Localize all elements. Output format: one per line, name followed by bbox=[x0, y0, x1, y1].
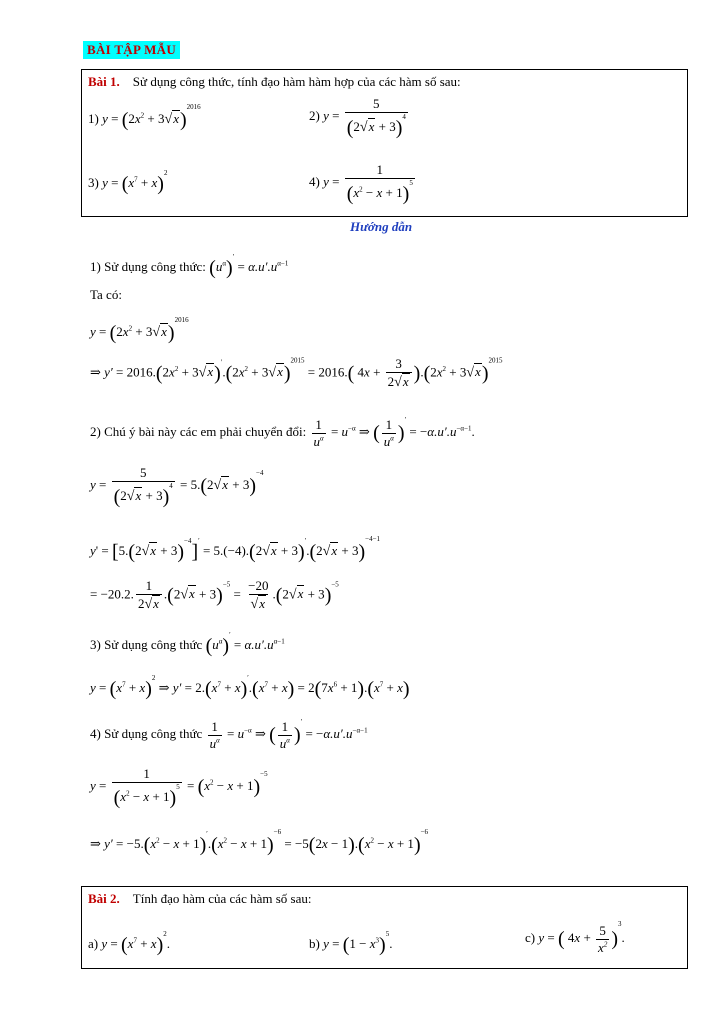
step-4-eq-2: ⇒ $y' = -5.(x^2 - x + 1)'.(x^2 - x + 1)^{-6} = -5(2x - 1).(x^2 - x + 1)^{-6}$ bbox=[90, 828, 429, 857]
exercise-2-prompt: Tính đạo hàm của các hàm số sau: bbox=[132, 891, 312, 906]
exercise-title: BÀI TẬP MẪU bbox=[83, 41, 180, 59]
exercise-1-header bbox=[88, 74, 461, 90]
step-4-eq-1: y = $\frac{1}{(x^2 - x + 1)^5}$ = $(x^2 - x + 1)^{-5}$ bbox=[90, 766, 268, 810]
exercise-1-item-4: 4) y = $\frac{1}{(x^2 - x + 1)^5}$ bbox=[309, 162, 413, 206]
exercise-1-item-2: 2) y = $\frac{5}{(2√x + 3)^4}$ bbox=[309, 96, 406, 140]
step-2-line: 2) Chú ý bài này các em phải chuyển đổi: $\frac{1}{u^\alpha}$ = $u^{-\alpha}$ ⇒ ( $\frac{1}{u^\alpha}$ )$' = -\alpha.u'.u^{-\alpha-1}$. bbox=[90, 416, 475, 449]
step-2-eq-3: = −20.2. $\frac{1}{2√x}$ $.(2√x + 3)^{-5}$ = $\frac{-20}{√x}$ $.(2√x + 3)^{-5}$ bbox=[90, 578, 339, 612]
step-2-eq-2: $y' = [5.(2√x + 3)^{-4}]' = 5.(-4).(2√x + 3)'.(2√x + 3)^{-4-1}$ bbox=[90, 535, 381, 564]
step-3-eq: $y = (x^7 + x)^2$ ⇒ $y' = 2.(x^7 + x)'.(x^7 + x) = 2(7x^6 + 1).(x^7 + x)$ bbox=[90, 674, 410, 701]
exercise-1-label: Bài 1. bbox=[88, 74, 120, 89]
exercise-2-item-b: b) $y = (1 - x^3)^5$. bbox=[309, 930, 393, 957]
guide-heading: Hướng dẫn bbox=[350, 219, 413, 234]
exercise-2-header bbox=[88, 891, 311, 907]
step-1-eq-2: ⇒ $y' = 2016.(2x^2 + 3√x)'.(2x^2 + 3√x)^{2015} = 2016$.( 4x + $\frac{3}{2√x}$ )$.(2x^2 + 3√x)^{2015}$ bbox=[90, 356, 503, 390]
exercise-1-prompt: Sử dụng công thức, tính đạo hàm hàm hợp của các hàm số sau: bbox=[132, 74, 461, 89]
exercise-2-item-a: a) $y = (x^7 + x)^2$. bbox=[88, 930, 170, 957]
exercise-2-label: Bài 2. bbox=[88, 891, 120, 906]
exercise-1-item-1: 1) $y = (2x^2 + 3√x)^{2016}$ bbox=[88, 103, 201, 132]
step-1-eq-1: $y = (2x^2 + 3√x)^{2016}$ bbox=[90, 316, 189, 345]
step-4-line: 4) Sử dụng công thức $\frac{1}{u^\alpha}$ = $u^{-\alpha}$ ⇒ ( $\frac{1}{u^\alpha}$ )$' = -\alpha.u'.u^{-\alpha-1}$ bbox=[90, 718, 368, 751]
exercise-2-item-c: c) y = ( 4x + $\frac{5}{x^2}$ )$^3$. bbox=[525, 920, 625, 955]
exercise-1-item-3: 3) $y = (x^7 + x)^2$ bbox=[88, 169, 168, 196]
ta-co-line: Ta có: bbox=[90, 287, 122, 302]
step-1-line: 1) Sử dụng công thức: $(u^\alpha)' = \alpha.u'.u^{\alpha-1}$ bbox=[90, 253, 289, 280]
step-2-eq-1: y = $\frac{5}{(2√x + 3)^4}$ = $5.(2√x + 3)^{-4}$ bbox=[90, 465, 264, 509]
step-3-line: 3) Sử dụng công thức $(u^\alpha)' = \alpha.u'.u^{\alpha-1}$ bbox=[90, 631, 285, 658]
